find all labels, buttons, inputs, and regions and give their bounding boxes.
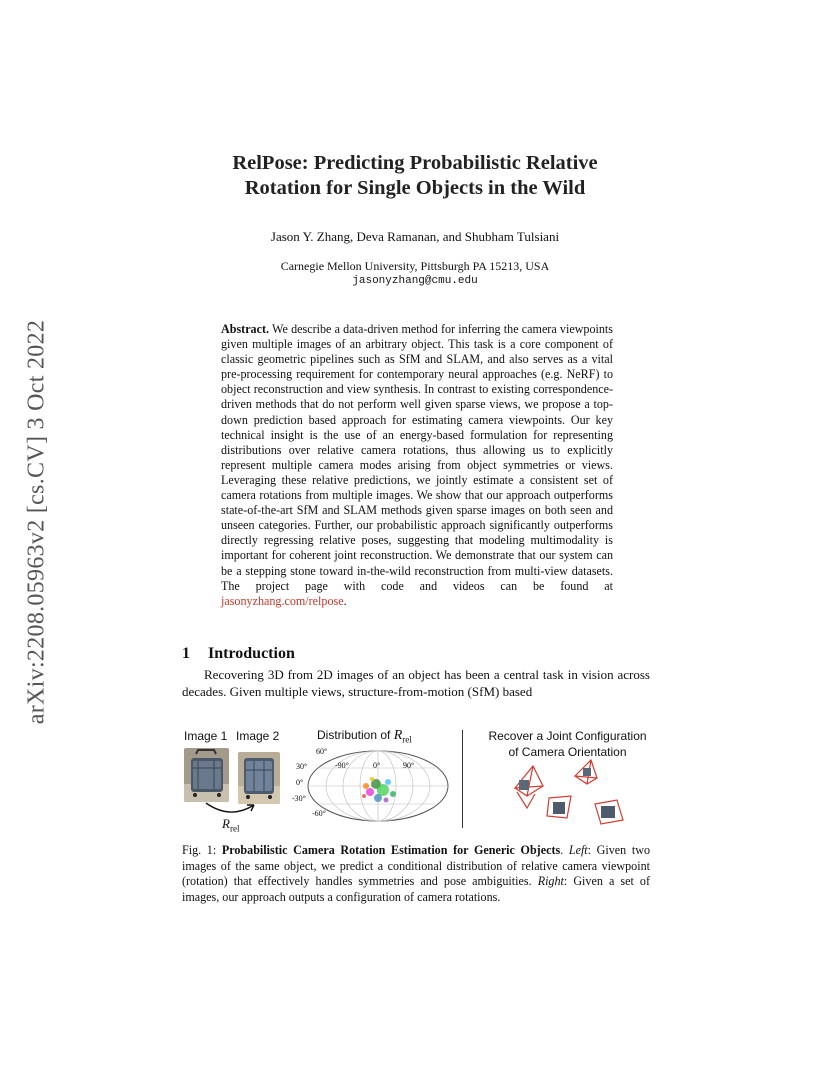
title-line-1: RelPose: Predicting Probabilistic Relative xyxy=(232,152,598,174)
r-symbol: R xyxy=(222,816,230,831)
lat-tick-minus30: -30° xyxy=(292,794,306,803)
r-subscript: rel xyxy=(229,823,240,834)
lat-tick-60: 60° xyxy=(316,747,328,756)
arxiv-sidebar xyxy=(22,292,52,752)
camera-configuration xyxy=(505,758,635,830)
lon-tick-90: 90° xyxy=(403,761,415,770)
suitcase-image-1 xyxy=(184,748,229,802)
suitcase-image-2 xyxy=(238,752,280,804)
email: jasonyzhang@cmu.edu xyxy=(352,275,478,287)
section-number: 1 xyxy=(182,645,190,662)
image2-label: Image 2 xyxy=(236,729,280,743)
caption-right-text: : Given a set of images, our approach outputs a configuration of camera rotations. xyxy=(182,874,650,904)
caption-left-label: Left xyxy=(568,843,588,857)
caption-left-text: : Given two images of the same object, we predict a conditional distribution of relative camera viewpoint (rotation) that effectively handles symmetries and pose ambiguities. xyxy=(182,843,650,888)
section-title: Introduction xyxy=(208,645,295,662)
caption-right-label: Right xyxy=(537,874,564,888)
distribution-label xyxy=(317,728,412,744)
affiliation: Carnegie Mellon University, Pittsburgh PA 15213, USA xyxy=(280,259,550,273)
right-title-line-1: Recover a Joint Configuration xyxy=(488,729,647,743)
caption-bold: Probabilistic Camera Rotation Estimation for Generic Objects xyxy=(221,843,561,857)
image1-label: Image 1 xyxy=(184,729,228,743)
figure-caption: Fig. 1: Probabilistic Camera Rotation Estimation for Generic Objects. Left: Given two images of the same object, we predict a conditional distribution of relative camera viewpoint (rotation) that effectively handles symmetries and pose ambiguities. Right: Given a set of images, our approach outputs a configuration of camera rotations. xyxy=(182,843,650,904)
distribution-r: R xyxy=(393,728,403,743)
project-link[interactable]: jasonyzhang.com/relpose xyxy=(221,593,344,608)
section-heading xyxy=(182,645,295,663)
distribution-r-sub: rel xyxy=(402,734,412,745)
abstract-label: Abstract. xyxy=(221,322,270,336)
right-panel-title xyxy=(470,728,665,760)
lat-tick-30: 30° xyxy=(296,762,308,771)
caption-prefix: Fig. 1: xyxy=(182,843,217,857)
lat-tick-minus60: -60° xyxy=(312,809,326,818)
paper-title xyxy=(160,151,670,201)
lon-tick-0: 0° xyxy=(373,761,381,770)
authors: Jason Y. Zhang, Deva Ramanan, and Shubham Tulsiani xyxy=(270,229,560,244)
abstract-end: . xyxy=(343,593,347,608)
abstract xyxy=(221,322,613,609)
intro-paragraph: Recovering 3D from 2D images of an object has been a central task in vision across decades. Given multiple views, structure-from-motion (SfM) based xyxy=(182,667,650,699)
abstract-text: We describe a data-driven method for inferring the camera viewpoints given multiple images of an arbitrary object. This task is a core component of classic geometric pipelines such as SfM and SLAM, and also serves as a vital pre-processing requirement for contemporary neural approaches (e.g. NeRF) to object reconstruction and view synthesis. In contrast to existing correspondence-driven methods that do not perform well given sparse views, we propose a top-down prediction based approach for estimating camera viewpoints. Our key technical insight is the use of an energy-based formulation for representing distributions over relative camera rotations, thus allowing us to explicitly represent multiple camera modes arising from object symmetries or views. Leveraging these relative predictions, we jointly estimate a consistent set of camera rotations from multiple images. We show that our approach outperforms state-of-the-art SfM and SLAM methods given sparse images on both seen and unseen categories. Further, our probabilistic approach significantly outperforms directly regressing relative poses, suggesting that modeling multimodality is important for coherent joint reconstruction. We demonstrate that our system can be a stepping stone toward in-the-wild reconstruction from multi-view datasets. The project page with code and videos can be found at xyxy=(221,322,613,593)
lat-tick-0: 0° xyxy=(296,778,304,787)
arxiv-identifier: arXiv:2208.05963v2 [cs.CV] 3 Oct 2022 xyxy=(23,319,50,725)
distribution-text: Distribution of xyxy=(317,728,391,742)
lon-tick-minus90: -90° xyxy=(335,761,349,770)
right-title-line-2: of Camera Orientation xyxy=(508,745,627,759)
figure-divider xyxy=(462,730,463,828)
title-line-2: Rotation for Single Objects in the Wild xyxy=(244,177,586,199)
r-rel-label xyxy=(222,816,239,834)
